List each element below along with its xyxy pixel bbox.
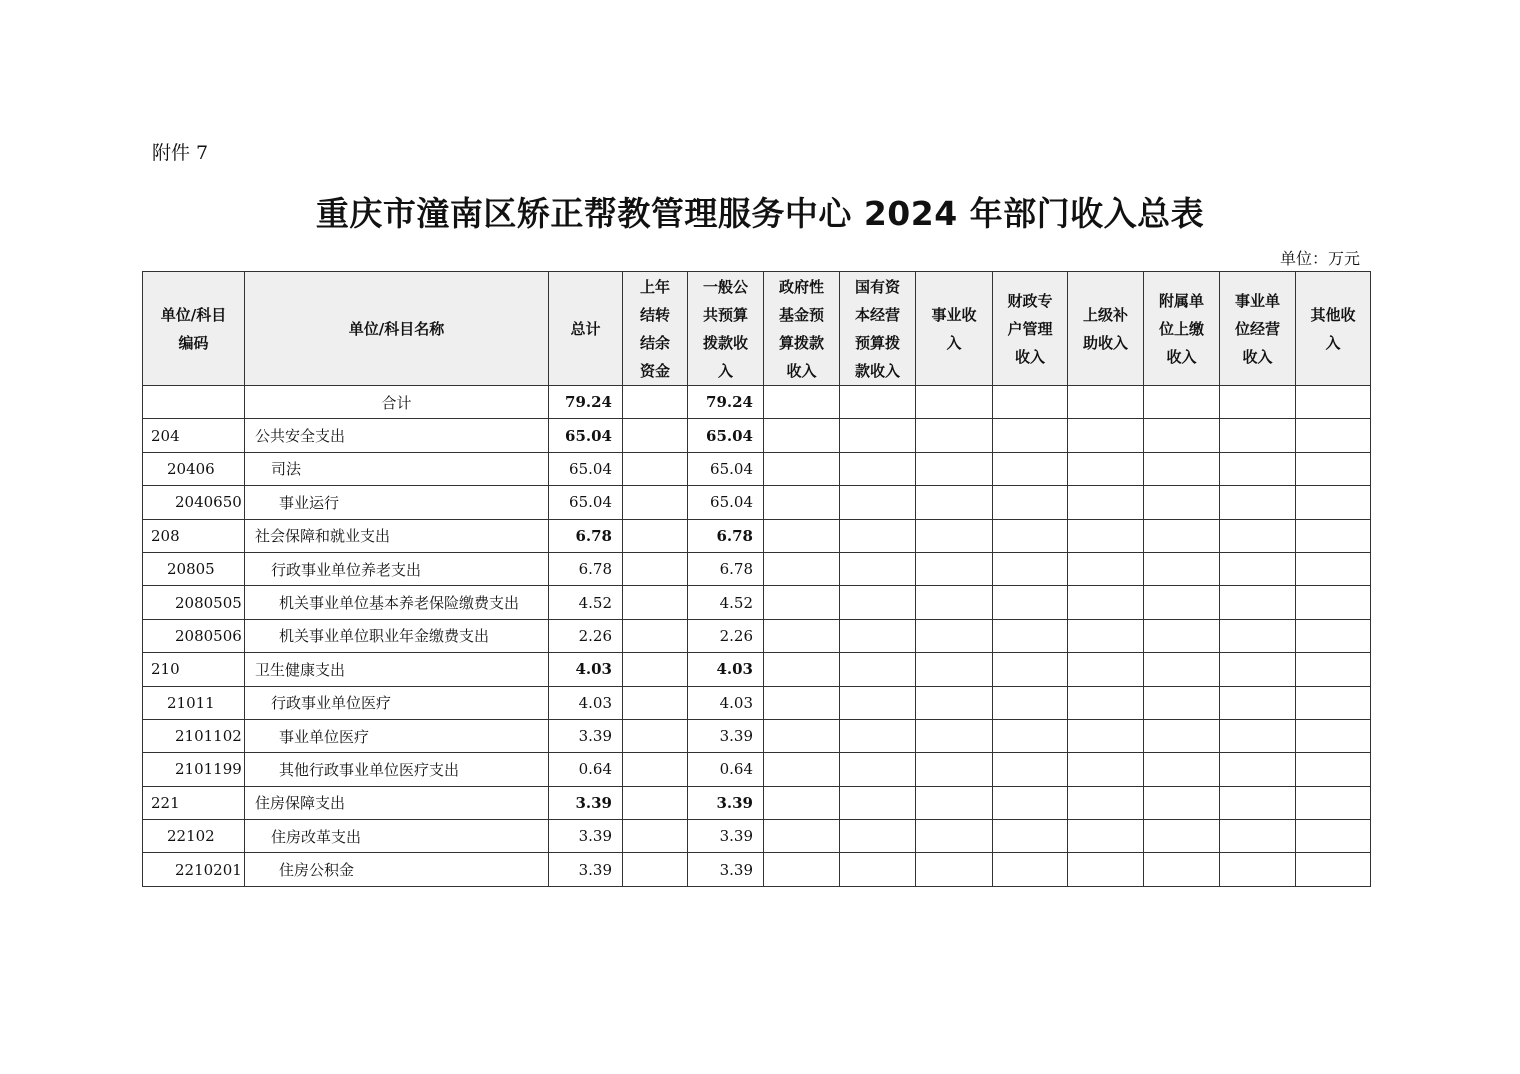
empty-cell <box>764 452 840 485</box>
total-cell: 4.52 <box>549 586 623 619</box>
column-header <box>245 272 549 386</box>
empty-cell <box>1296 586 1371 619</box>
empty-cell <box>764 486 840 519</box>
empty-cell <box>1068 753 1144 786</box>
carryover-cell <box>623 552 688 585</box>
subject-code-cell: 2101102 <box>143 719 245 752</box>
column-header-line: 附属单 <box>1158 291 1204 310</box>
empty-cell <box>916 586 993 619</box>
column-header-line: 结转 <box>639 305 670 324</box>
subject-code-cell: 204 <box>143 419 245 452</box>
empty-cell <box>1068 586 1144 619</box>
empty-cell <box>1068 552 1144 585</box>
empty-cell <box>1068 719 1144 752</box>
empty-cell <box>1296 552 1371 585</box>
column-header <box>1068 272 1144 386</box>
total-cell: 65.04 <box>549 419 623 452</box>
empty-cell <box>764 619 840 652</box>
empty-cell <box>764 786 840 819</box>
empty-cell <box>764 419 840 452</box>
empty-cell <box>1220 586 1296 619</box>
total-general-cell: 79.24 <box>688 386 764 419</box>
empty-cell <box>840 552 916 585</box>
empty-cell <box>1220 653 1296 686</box>
empty-cell <box>1144 820 1220 853</box>
empty-cell <box>916 853 993 886</box>
empty-cell <box>993 753 1068 786</box>
empty-cell <box>993 853 1068 886</box>
total-cell: 6.78 <box>549 519 623 552</box>
total-row <box>143 386 1371 419</box>
general-budget-cell: 3.39 <box>688 820 764 853</box>
unit-label: 单位：万元 <box>1279 249 1360 268</box>
empty-cell <box>1144 586 1220 619</box>
subject-code-cell: 208 <box>143 519 245 552</box>
carryover-cell <box>623 653 688 686</box>
column-header-line: 事业单 <box>1234 291 1280 310</box>
attachment-label: 附件 7 <box>152 142 209 164</box>
total-name-cell: 合计 <box>245 386 549 419</box>
empty-cell <box>1220 753 1296 786</box>
subject-name-cell: 住房保障支出 <box>245 786 549 819</box>
total-code-cell <box>143 386 245 419</box>
empty-cell <box>1296 386 1371 419</box>
empty-cell <box>1144 653 1220 686</box>
empty-cell <box>840 786 916 819</box>
total-cell: 65.04 <box>549 452 623 485</box>
carryover-cell <box>623 486 688 519</box>
subject-code-cell: 221 <box>143 786 245 819</box>
empty-cell <box>1144 519 1220 552</box>
empty-cell <box>1144 486 1220 519</box>
empty-cell <box>993 619 1068 652</box>
carryover-cell <box>623 519 688 552</box>
subject-code-cell: 20805 <box>143 552 245 585</box>
carryover-cell <box>623 853 688 886</box>
empty-cell <box>916 552 993 585</box>
column-header-line: 结余 <box>639 333 670 352</box>
column-header-line: 事业收 <box>931 305 977 324</box>
total-cell: 4.03 <box>549 653 623 686</box>
empty-cell <box>993 419 1068 452</box>
column-header <box>916 272 993 386</box>
total-carryover-cell <box>623 386 688 419</box>
empty-cell <box>840 753 916 786</box>
empty-cell <box>840 386 916 419</box>
table-row <box>143 419 1371 452</box>
table-row <box>143 452 1371 485</box>
column-header-line: 助收入 <box>1082 333 1128 352</box>
empty-cell <box>1144 619 1220 652</box>
page-title: 重庆市潼南区矫正帮教管理服务中心 2024 年部门收入总表 <box>315 194 1205 233</box>
empty-cell <box>1220 820 1296 853</box>
subject-name-cell: 住房公积金 <box>245 853 549 886</box>
empty-cell <box>1220 552 1296 585</box>
empty-cell <box>1144 419 1220 452</box>
empty-cell <box>1144 386 1220 419</box>
subject-name-cell: 机关事业单位基本养老保险缴费支出 <box>245 586 549 619</box>
empty-cell <box>916 419 993 452</box>
empty-cell <box>1068 386 1144 419</box>
table-header-row <box>143 272 1371 386</box>
empty-cell <box>1220 486 1296 519</box>
empty-cell <box>1068 820 1144 853</box>
column-header-line: 入 <box>717 361 733 380</box>
column-header <box>993 272 1068 386</box>
empty-cell <box>840 586 916 619</box>
empty-cell <box>916 386 993 419</box>
empty-cell <box>1296 452 1371 485</box>
column-header-line: 收入 <box>1242 347 1273 366</box>
column-header-line: 本经营 <box>854 305 900 324</box>
column-header-line: 入 <box>946 333 962 352</box>
empty-cell <box>916 519 993 552</box>
column-header-line: 总计 <box>570 319 601 338</box>
total-cell: 4.03 <box>549 686 623 719</box>
income-summary-table <box>142 271 1371 887</box>
column-header-line: 单位/科目 <box>160 305 227 324</box>
subject-name-cell: 司法 <box>245 452 549 485</box>
column-header-line: 财政专 <box>1007 291 1053 310</box>
empty-cell <box>764 519 840 552</box>
empty-cell <box>764 686 840 719</box>
empty-cell <box>1296 786 1371 819</box>
empty-cell <box>840 486 916 519</box>
column-header <box>840 272 916 386</box>
empty-cell <box>1220 786 1296 819</box>
empty-cell <box>1144 552 1220 585</box>
column-header-line: 款收入 <box>854 361 900 380</box>
column-header-line: 算拨款 <box>778 333 824 352</box>
carryover-cell <box>623 753 688 786</box>
empty-cell <box>840 853 916 886</box>
column-header-line: 基金预 <box>778 305 824 324</box>
table-row <box>143 486 1371 519</box>
empty-cell <box>1068 519 1144 552</box>
total-cell: 3.39 <box>549 719 623 752</box>
empty-cell <box>1068 419 1144 452</box>
carryover-cell <box>623 586 688 619</box>
empty-cell <box>916 653 993 686</box>
table-row <box>143 686 1371 719</box>
column-header-line: 上年 <box>639 277 670 296</box>
column-header <box>549 272 623 386</box>
subject-code-cell: 2080505 <box>143 586 245 619</box>
empty-cell <box>764 719 840 752</box>
column-header <box>1296 272 1371 386</box>
general-budget-cell: 6.78 <box>688 552 764 585</box>
column-header <box>623 272 688 386</box>
empty-cell <box>764 586 840 619</box>
total-cell: 3.39 <box>549 786 623 819</box>
empty-cell <box>1144 786 1220 819</box>
column-header-line: 位上缴 <box>1158 319 1204 338</box>
general-budget-cell: 0.64 <box>688 753 764 786</box>
general-budget-cell: 6.78 <box>688 519 764 552</box>
empty-cell <box>1296 719 1371 752</box>
empty-cell <box>1220 719 1296 752</box>
empty-cell <box>993 386 1068 419</box>
table-row <box>143 619 1371 652</box>
empty-cell <box>764 386 840 419</box>
empty-cell <box>1068 786 1144 819</box>
empty-cell <box>1296 486 1371 519</box>
column-header-line: 拨款收 <box>702 333 748 352</box>
empty-cell <box>1296 820 1371 853</box>
empty-cell <box>1220 619 1296 652</box>
general-budget-cell: 4.52 <box>688 586 764 619</box>
empty-cell <box>1296 686 1371 719</box>
general-budget-cell: 65.04 <box>688 419 764 452</box>
empty-cell <box>1068 853 1144 886</box>
subject-code-cell: 2080506 <box>143 619 245 652</box>
empty-cell <box>1220 686 1296 719</box>
empty-cell <box>1068 686 1144 719</box>
subject-name-cell: 行政事业单位医疗 <box>245 686 549 719</box>
empty-cell <box>916 486 993 519</box>
empty-cell <box>1220 452 1296 485</box>
carryover-cell <box>623 820 688 853</box>
empty-cell <box>1296 653 1371 686</box>
table-row <box>143 753 1371 786</box>
empty-cell <box>764 552 840 585</box>
column-header-line: 编码 <box>178 333 209 352</box>
column-header-line: 资金 <box>639 361 670 380</box>
empty-cell <box>840 619 916 652</box>
empty-cell <box>993 519 1068 552</box>
column-header <box>688 272 764 386</box>
total-cell: 2.26 <box>549 619 623 652</box>
total-cell: 3.39 <box>549 820 623 853</box>
empty-cell <box>840 452 916 485</box>
column-header-line: 政府性 <box>778 277 824 296</box>
empty-cell <box>916 686 993 719</box>
subject-name-cell: 住房改革支出 <box>245 820 549 853</box>
empty-cell <box>993 786 1068 819</box>
column-header-line: 预算拨 <box>854 333 900 352</box>
subject-name-cell: 行政事业单位养老支出 <box>245 552 549 585</box>
table-row <box>143 653 1371 686</box>
carryover-cell <box>623 786 688 819</box>
subject-name-cell: 卫生健康支出 <box>245 653 549 686</box>
general-budget-cell: 65.04 <box>688 452 764 485</box>
empty-cell <box>993 552 1068 585</box>
column-header-line: 一般公 <box>702 277 748 296</box>
empty-cell <box>1144 719 1220 752</box>
empty-cell <box>993 586 1068 619</box>
empty-cell <box>1068 452 1144 485</box>
empty-cell <box>993 719 1068 752</box>
column-header-line: 上级补 <box>1082 305 1128 324</box>
table-row <box>143 552 1371 585</box>
empty-cell <box>1296 853 1371 886</box>
table-row <box>143 719 1371 752</box>
empty-cell <box>1220 419 1296 452</box>
table-row <box>143 853 1371 886</box>
empty-cell <box>764 753 840 786</box>
general-budget-cell: 2.26 <box>688 619 764 652</box>
table-row <box>143 820 1371 853</box>
total-cell: 6.78 <box>549 552 623 585</box>
table-body <box>143 386 1371 887</box>
subject-name-cell: 社会保障和就业支出 <box>245 519 549 552</box>
empty-cell <box>1068 486 1144 519</box>
empty-cell <box>1144 452 1220 485</box>
subject-code-cell: 22102 <box>143 820 245 853</box>
column-header-line: 单位/科目名称 <box>348 319 445 338</box>
subject-name-cell: 公共安全支出 <box>245 419 549 452</box>
subject-code-cell: 210 <box>143 653 245 686</box>
subject-code-cell: 2210201 <box>143 853 245 886</box>
empty-cell <box>1068 619 1144 652</box>
general-budget-cell: 3.39 <box>688 853 764 886</box>
empty-cell <box>840 653 916 686</box>
empty-cell <box>764 653 840 686</box>
total-cell: 65.04 <box>549 486 623 519</box>
column-header <box>1220 272 1296 386</box>
column-header-line: 国有资 <box>854 277 900 296</box>
general-budget-cell: 4.03 <box>688 686 764 719</box>
subject-name-cell: 事业运行 <box>245 486 549 519</box>
empty-cell <box>1144 753 1220 786</box>
empty-cell <box>1296 619 1371 652</box>
column-header-line: 入 <box>1325 333 1341 352</box>
empty-cell <box>1296 419 1371 452</box>
column-header <box>1144 272 1220 386</box>
column-header-line: 位经营 <box>1234 319 1280 338</box>
subject-code-cell: 2101199 <box>143 753 245 786</box>
empty-cell <box>993 653 1068 686</box>
empty-cell <box>993 486 1068 519</box>
general-budget-cell: 65.04 <box>688 486 764 519</box>
carryover-cell <box>623 419 688 452</box>
table-row <box>143 786 1371 819</box>
subject-code-cell: 2040650 <box>143 486 245 519</box>
general-budget-cell: 3.39 <box>688 786 764 819</box>
empty-cell <box>916 719 993 752</box>
empty-cell <box>840 686 916 719</box>
subject-name-cell: 机关事业单位职业年金缴费支出 <box>245 619 549 652</box>
carryover-cell <box>623 452 688 485</box>
empty-cell <box>840 820 916 853</box>
column-header <box>764 272 840 386</box>
carryover-cell <box>623 719 688 752</box>
empty-cell <box>840 719 916 752</box>
column-header-line: 共预算 <box>702 305 748 324</box>
empty-cell <box>1220 853 1296 886</box>
column-header <box>143 272 245 386</box>
column-header-line: 收入 <box>1166 347 1197 366</box>
carryover-cell <box>623 619 688 652</box>
empty-cell <box>916 820 993 853</box>
general-budget-cell: 3.39 <box>688 719 764 752</box>
total-cell: 0.64 <box>549 753 623 786</box>
empty-cell <box>916 619 993 652</box>
empty-cell <box>1220 519 1296 552</box>
subject-code-cell: 21011 <box>143 686 245 719</box>
general-budget-cell: 4.03 <box>688 653 764 686</box>
empty-cell <box>840 419 916 452</box>
empty-cell <box>993 820 1068 853</box>
empty-cell <box>916 753 993 786</box>
empty-cell <box>1296 753 1371 786</box>
empty-cell <box>993 452 1068 485</box>
table-row <box>143 586 1371 619</box>
total-sum-cell: 79.24 <box>549 386 623 419</box>
total-cell: 3.39 <box>549 853 623 886</box>
empty-cell <box>1220 386 1296 419</box>
column-header-line: 其他收 <box>1310 305 1356 324</box>
subject-name-cell: 事业单位医疗 <box>245 719 549 752</box>
empty-cell <box>1144 853 1220 886</box>
empty-cell <box>840 519 916 552</box>
column-header-line: 收入 <box>1014 347 1045 366</box>
empty-cell <box>1296 519 1371 552</box>
empty-cell <box>1144 686 1220 719</box>
empty-cell <box>993 686 1068 719</box>
column-header-line: 户管理 <box>1007 319 1053 338</box>
subject-code-cell: 20406 <box>143 452 245 485</box>
table-row <box>143 519 1371 552</box>
empty-cell <box>764 820 840 853</box>
subject-name-cell: 其他行政事业单位医疗支出 <box>245 753 549 786</box>
empty-cell <box>916 786 993 819</box>
empty-cell <box>916 452 993 485</box>
empty-cell <box>1068 653 1144 686</box>
column-header-line: 收入 <box>786 361 817 380</box>
empty-cell <box>764 853 840 886</box>
carryover-cell <box>623 686 688 719</box>
